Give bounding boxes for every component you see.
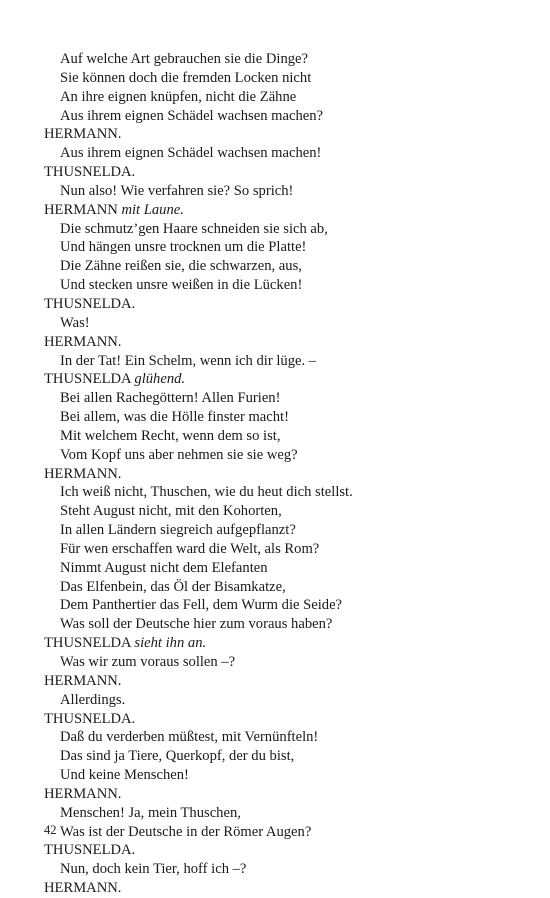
verse-text: Auf welche Art gebrauchen sie die Dinge? — [60, 51, 308, 67]
speaker-name: THUSNELDA — [44, 371, 131, 388]
speaker-line — [44, 710, 524, 729]
speaker-name: THUSNELDA. — [44, 710, 136, 727]
verse-line — [44, 578, 524, 597]
speaker-line — [44, 295, 524, 314]
verse-text: Bei allem, was die Hölle finster macht! — [60, 409, 289, 426]
verse-text: Was! — [60, 314, 90, 331]
verse-text: Und keine Menschen! — [60, 767, 189, 784]
verse-line — [44, 860, 524, 879]
verse-line — [44, 823, 524, 842]
verse-line — [44, 107, 524, 126]
verse-line — [44, 502, 524, 521]
verse-line — [44, 427, 524, 446]
verse-text: Ich weiß nicht, Thuschen, wie du heut dich stellst. — [60, 484, 353, 501]
verse-text: Das sind ja Tiere, Querkopf, der du bist, — [60, 748, 295, 765]
verse-line — [44, 408, 524, 427]
verse-text: Nun also! Wie verfahren sie? So sprich! — [60, 182, 294, 199]
speaker-name: HERMANN. — [44, 672, 122, 689]
verse-text: Menschen! Ja, mein Thuschen, — [60, 804, 241, 821]
verse-text: Daß du verderben müßtest, mit Vernünfteln! — [60, 729, 319, 746]
page-number: 42 — [44, 823, 57, 837]
verse-line — [44, 559, 524, 578]
speaker-line — [44, 333, 524, 352]
speaker-line — [44, 465, 524, 484]
verse-line — [44, 728, 524, 747]
verse-text: Vom Kopf uns aber nehmen sie sie weg? — [60, 446, 298, 463]
verse-line — [44, 747, 524, 766]
verse-text: Mit welchem Recht, wenn dem so ist, — [60, 427, 281, 444]
speaker-name: THUSNELDA. — [44, 842, 136, 859]
verse-text: Was ist der Deutsche in der Römer Augen? — [60, 823, 312, 840]
speaker-name: HERMANN. — [44, 785, 122, 802]
verse-line — [44, 182, 524, 201]
speaker-line — [44, 785, 524, 804]
play-text — [44, 50, 524, 898]
verse-text: Das Elfenbein, das Öl der Bisamkatze, — [60, 578, 286, 595]
speaker-name: HERMANN. — [44, 880, 122, 897]
speaker-name: THUSNELDA. — [44, 295, 136, 312]
stage-direction: glühend. — [134, 371, 186, 388]
stage-direction: mit Laune. — [121, 201, 184, 218]
verse-line — [44, 389, 524, 408]
verse-line — [44, 257, 524, 276]
speaker-name: THUSNELDA. — [44, 164, 136, 181]
speaker-name: HERMANN. — [44, 465, 122, 482]
verse-line — [44, 521, 524, 540]
verse-text: Und hängen unsre trocknen um die Platte! — [60, 239, 307, 256]
verse-text: Sie können doch die fremden Locken nicht — [60, 69, 312, 86]
speaker-line — [44, 841, 524, 860]
verse-text: Aus ihrem eignen Schädel wachsen machen? — [60, 107, 323, 124]
verse-text: Bei allen Rachegöttern! Allen Furien! — [60, 390, 281, 407]
verse-line — [44, 446, 524, 465]
verse-text: Was soll der Deutsche hier zum voraus haben? — [60, 616, 333, 633]
verse-text: Nun, doch kein Tier, hoff ich –? — [60, 861, 247, 878]
stage-direction: sieht ihn an. — [134, 635, 207, 652]
verse-text: Nimmt August nicht dem Elefanten — [60, 559, 268, 576]
verse-text: Allerdings. — [60, 691, 126, 708]
verse-line — [44, 691, 524, 710]
verse-line — [44, 766, 524, 785]
verse-text: Und stecken unsre weißen in die Lücken! — [60, 277, 303, 294]
verse-line — [44, 596, 524, 615]
verse-text: Was wir zum voraus sollen –? — [60, 654, 236, 670]
speaker-line — [44, 370, 524, 389]
verse-line — [44, 50, 524, 69]
speaker-name: HERMANN. — [44, 126, 122, 143]
verse-line — [44, 352, 524, 371]
speaker-line — [44, 125, 524, 144]
verse-line — [44, 220, 524, 239]
verse-line — [44, 653, 524, 672]
speaker-name: THUSNELDA — [44, 635, 131, 652]
verse-line — [44, 88, 524, 107]
verse-line — [44, 144, 524, 163]
verse-line — [44, 804, 524, 823]
speaker-line — [44, 672, 524, 691]
verse-text: In der Tat! Ein Schelm, wenn ich dir lüge. – — [60, 352, 317, 369]
verse-text: In allen Ländern siegreich aufgepflanzt? — [60, 522, 296, 539]
verse-text: Aus ihrem eignen Schädel wachsen machen! — [60, 145, 322, 162]
verse-line — [44, 276, 524, 295]
verse-text: Dem Panthertier das Fell, dem Wurm die Seide? — [60, 597, 343, 614]
speaker-line — [44, 634, 524, 653]
verse-text: An ihre eignen knüpfen, nicht die Zähne — [60, 88, 297, 105]
speaker-line — [44, 879, 524, 898]
verse-line — [44, 540, 524, 559]
verse-line — [44, 69, 524, 88]
verse-line — [44, 238, 524, 257]
verse-text: Die Zähne reißen sie, die schwarzen, aus, — [60, 258, 302, 275]
speaker-name: HERMANN — [44, 201, 118, 218]
verse-text: Steht August nicht, mit den Kohorten, — [60, 503, 282, 520]
verse-text: Für wen erschaffen ward die Welt, als Rom? — [60, 540, 320, 557]
verse-line — [44, 314, 524, 333]
verse-line — [44, 615, 524, 634]
verse-line — [44, 483, 524, 502]
verse-text: Die schmutz’gen Haare schneiden sie sich ab, — [60, 220, 328, 237]
speaker-name: HERMANN. — [44, 333, 122, 350]
speaker-line — [44, 201, 524, 220]
speaker-line — [44, 163, 524, 182]
